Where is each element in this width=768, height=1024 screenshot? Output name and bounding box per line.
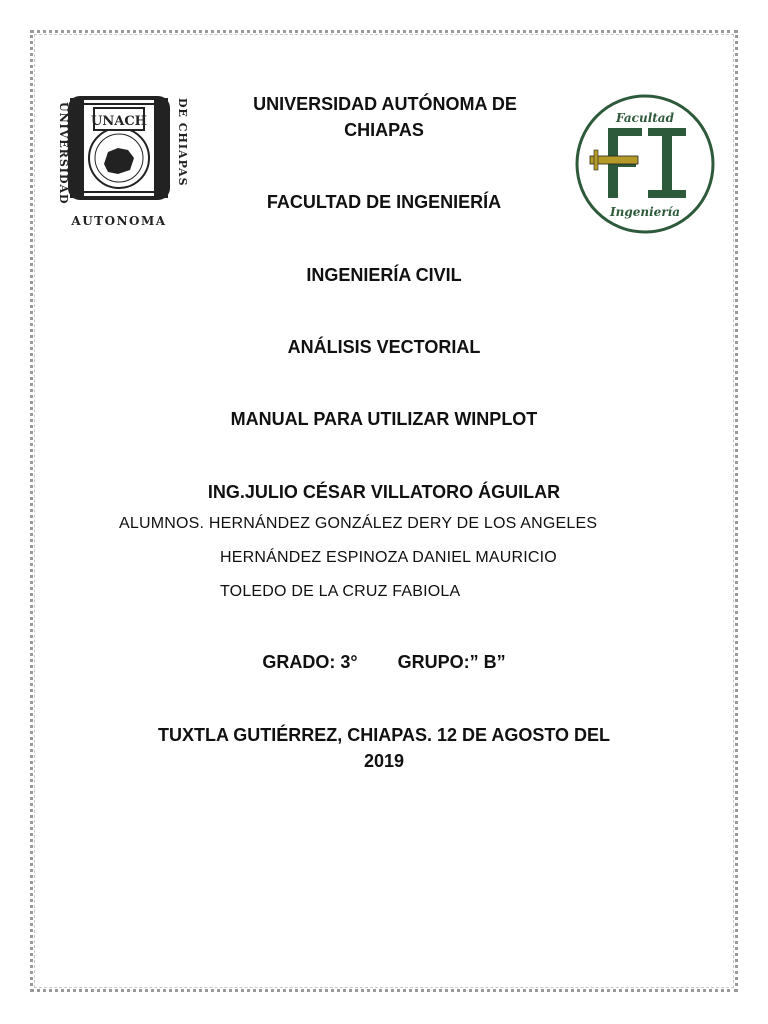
work-title: MANUAL PARA UTILIZAR WINPLOT [230,409,538,429]
university-name-line1: UNIVERSIDAD AUTÓNOMA DE [253,94,517,114]
grade-text: GRADO: 3° [262,652,358,672]
teacher-name: ING.JULIO CÉSAR VILLATORO ÁGUILAR [207,482,561,502]
place-date-line1: TUXTLA GUTIÉRREZ, CHIAPAS. 12 DE AGOSTO DEL [157,725,611,745]
place-date-line2: 2019 [363,751,405,771]
students-line1: ALUMNOS. HERNÁNDEZ GONZÁLEZ DERY DE LOS ANGELES [119,515,598,532]
subject-name: ANÁLISIS VECTORIAL [287,337,481,357]
faculty-name: FACULTAD DE INGENIERÍA [266,192,502,212]
fi-logo-bottom-text: Ingeniería [610,205,680,219]
career-name: INGENIERÍA CIVIL [306,265,462,285]
students-line3: TOLEDO DE LA CRUZ FABIOLA [220,583,461,600]
students-line2: HERNÁNDEZ ESPINOZA DANIEL MAURICIO [220,549,557,566]
logo-badge-text: UNACH [91,114,147,129]
university-name-line2: CHIAPAS [344,120,424,140]
group-text: GRUPO:” B” [397,652,506,672]
logo-bottom-text: AUTONOMA [71,214,167,228]
grade-group-line [0,649,768,675]
logo-vertical-right-text: DE CHIAPAS [176,98,189,187]
fi-logo-top-text: Facultad [616,111,674,125]
logo-vertical-left-text: UNIVERSIDAD [57,102,70,205]
